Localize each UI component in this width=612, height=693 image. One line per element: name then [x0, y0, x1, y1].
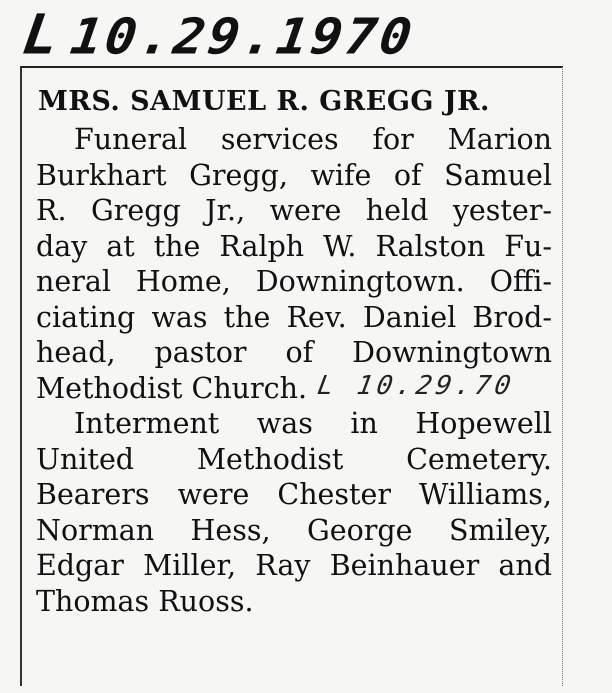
obituary-headline: MRS. SAMUEL R. GREGG JR. — [38, 86, 490, 117]
article-line: United Methodist Cemetery. — [36, 442, 552, 476]
article-line: Norman Hess, George Smiley, — [36, 513, 552, 547]
article-line: Burkhart Gregg, wife of Samuel — [36, 158, 552, 192]
handwritten-prefix: L — [18, 2, 66, 67]
article-line: Interment was in Hopewell — [74, 407, 552, 440]
article-line: Bearers were Chester Williams, — [36, 478, 552, 511]
article-line: day at the Ralph W. Ralston Fu- — [36, 229, 552, 263]
article-line: Methodist Church. — [36, 371, 308, 405]
obituary-body — [36, 122, 552, 619]
handwritten-date-note — [19, 2, 419, 69]
article-line: neral Home, Downingtown. Offi- — [36, 265, 552, 298]
handwritten-inline-note: L 10.29.70 — [315, 370, 518, 401]
handwritten-date: 10.29.1970 — [66, 8, 419, 66]
article-line: Funeral services for Marion — [74, 123, 552, 156]
article-line: Edgar Miller, Ray Beinhauer and — [36, 549, 552, 582]
article-line: R. Gregg Jr., were held yester- — [36, 194, 552, 227]
article-line: head, pastor of Downingtown — [36, 336, 552, 369]
article-line: ciating was the Rev. Daniel Brod- — [36, 300, 552, 334]
article-line: Thomas Ruoss. — [36, 584, 254, 618]
article-line-with-note — [36, 371, 552, 407]
